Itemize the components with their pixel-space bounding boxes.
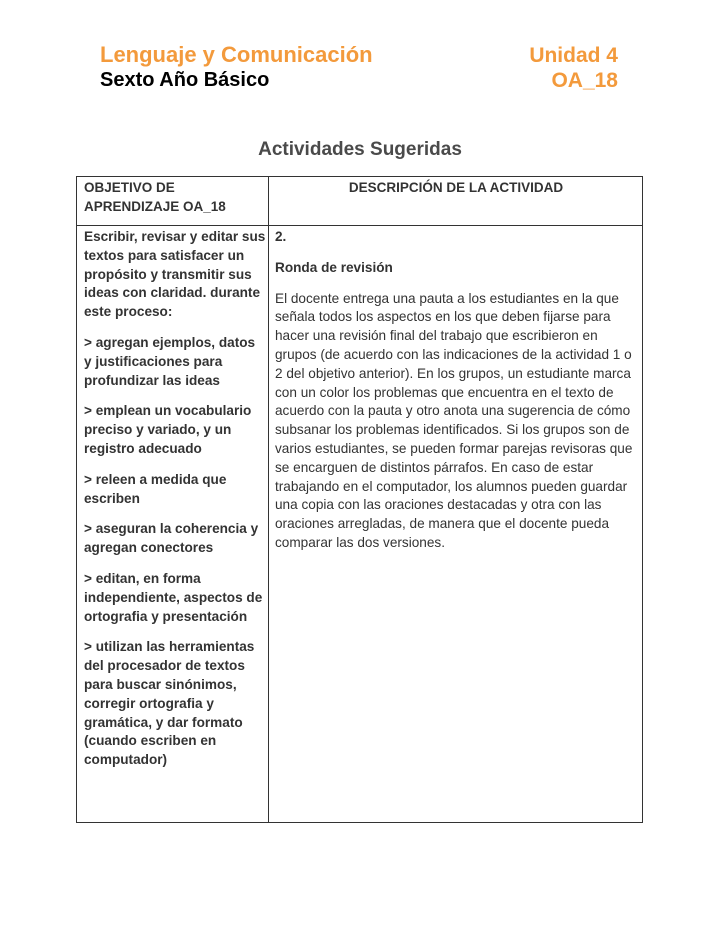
objective-code: OA_18: [551, 69, 618, 92]
objective-item: > utilizan las herramientas del procesador de textos para buscar sinónimos, corregir ortografia y gramática, y dar formato (cuando escriben en computador): [84, 639, 255, 768]
objective-item: > agregan ejemplos, datos y justificaciones para profundizar las ideas: [84, 334, 256, 388]
objective-intro: Escribir, revisar y editar sus textos para satisfacer un propósito y transmitir sus ideas con claridad. durante este proceso:: [84, 229, 266, 320]
column-divider: [268, 177, 269, 822]
objective-cell: [84, 228, 266, 782]
header-objective: OBJETIVO DE APRENDIZAJE OA_18: [84, 180, 226, 214]
objective-item: > editan, en forma independiente, aspectos de ortografia y presentación: [84, 570, 263, 624]
activity-number: 2.: [275, 229, 287, 244]
activities-table: [76, 176, 643, 823]
unit-label: Unidad 4: [529, 44, 618, 67]
activity-cell: [275, 228, 640, 565]
activity-title: Ronda de revisión: [275, 259, 393, 275]
header-description: DESCRIPCIÓN DE LA ACTIVIDAD: [348, 180, 564, 195]
objective-item: > emplean un vocabulario preciso y variado, y un registro adecuado: [84, 403, 252, 456]
grade-subtitle: Sexto Año Básico: [100, 69, 270, 91]
section-title: Actividades Sugeridas: [258, 139, 462, 160]
objective-item: > releen a medida que escriben: [84, 471, 227, 506]
row-divider: [77, 225, 642, 226]
activity-description: El docente entrega una pauta a los estudiantes en la que señala todos los aspectos en los que deben fijarse para hacer una revisión final del trabajo que escribieron en grupos (de acuerdo con las indicaciones de la actividad 1 o 2 del objetivo anterior). En los grupos, un estudiante marca con un color los problemas que encuentra en el texto de acuerdo con la pauta y otro anota una sugerencia de cómo subsanar los problemas identificados. Si los grupos son de varios estudiantes, se pueden formar parejas revisoras que se encarguen de distintos párrafos. En caso de estar trabajando en el computador, los alumnos pueden guardar una copia con las oraciones destacadas y otra con las oraciones arregladas, de manera que el docente pueda comparar las dos versiones.: [275, 290, 633, 550]
objective-item: > aseguran la coherencia y agregan conectores: [84, 521, 259, 556]
subject-title: Lenguaje y Comunicación: [100, 42, 373, 67]
